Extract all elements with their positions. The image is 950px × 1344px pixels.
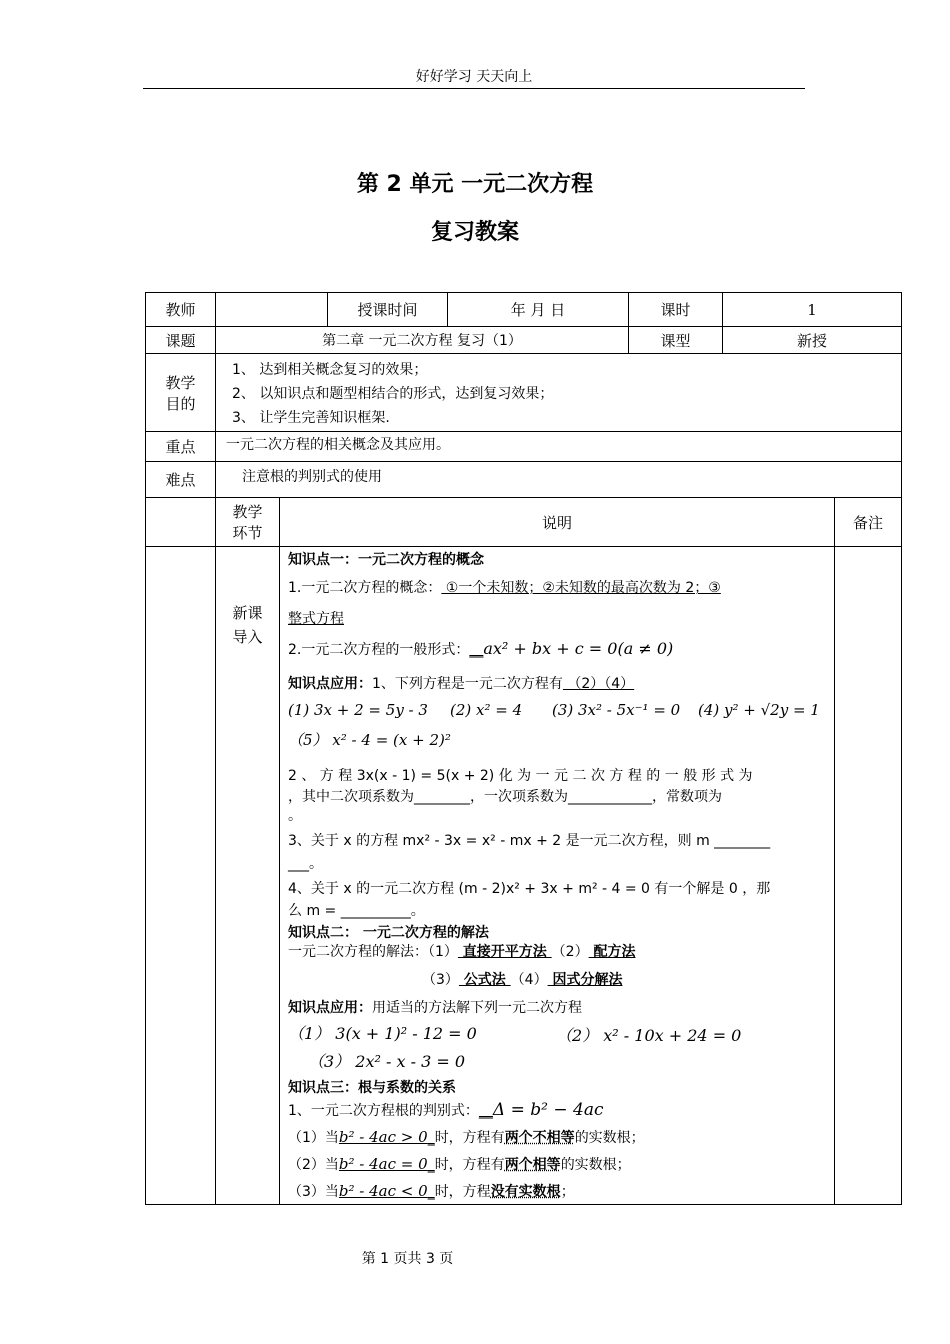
- document-subtitle: 复习教案: [430, 220, 519, 245]
- goal-item: 3、 让学生完善知识框架.: [232, 410, 390, 426]
- text: （4）: [510, 972, 548, 988]
- formula: （1） 3(x + 1)² - 12 = 0: [288, 1024, 477, 1043]
- text: 知识点应用：: [288, 1000, 372, 1016]
- text: 1、一元二次方程根的判别式：: [288, 1103, 479, 1119]
- answer: 配方法: [588, 944, 636, 960]
- blank-cell: [146, 498, 216, 547]
- page-footer: 第 1 页共 3 页: [361, 1251, 454, 1267]
- text: 知识点应用：: [288, 676, 372, 692]
- lesson-plan-table: [145, 292, 902, 1205]
- focus-value: 一元二次方程的相关概念及其应用。: [216, 432, 902, 462]
- text-line: [288, 1100, 603, 1120]
- goal-label: [146, 354, 216, 432]
- equation-row: [698, 701, 820, 719]
- answer: 整式方程: [288, 611, 344, 627]
- text: 的实数根；: [560, 1157, 631, 1173]
- hours-label: 课时: [629, 293, 723, 327]
- answer: 公式法: [458, 972, 511, 988]
- text: 1.一元二次方程的概念：: [288, 580, 442, 596]
- blank-cell: [146, 547, 216, 1205]
- equation-row: [556, 1023, 741, 1046]
- text: （3）: [422, 972, 459, 988]
- equation-row: [308, 1049, 465, 1072]
- question-line: 2 、 方 程 3x(x - 1) = 5(x + 2) 化 为 一 元 二 次 方 程 的 一 般 形 式 为: [288, 768, 753, 784]
- text: （2）当: [288, 1157, 339, 1173]
- teacher-value: [216, 293, 328, 327]
- answer: 直接开平方法: [457, 944, 552, 960]
- text: 时，方程有: [434, 1130, 505, 1146]
- step-line1: 新课: [232, 604, 263, 622]
- formula: (4) y² + √2y = 1: [698, 701, 820, 719]
- text-line: [288, 639, 673, 659]
- text: 2.一元二次方程的一般形式：: [288, 642, 470, 658]
- equation-row: [450, 701, 522, 719]
- question-line: 。: [288, 808, 302, 824]
- text: （2）: [551, 944, 589, 960]
- goal-item: 1、 达到相关概念复习的效果；: [232, 362, 428, 378]
- equation-row: [288, 701, 428, 719]
- goal-label-line1: 教学: [165, 373, 196, 392]
- text-line: （2）当b² - 4ac = 0_时，方程有两个相等的实数根；: [288, 1155, 631, 1173]
- topic-value: 第二章 一元二次方程 复习（1）: [216, 327, 629, 354]
- step-header-line1: 教学: [232, 503, 263, 521]
- type-value: 新授: [723, 327, 902, 354]
- answer: 没有实数根: [490, 1184, 561, 1200]
- text: 时，方程: [434, 1184, 491, 1200]
- answer: 两个相等: [504, 1157, 561, 1173]
- question-line: ，其中二次项系数为________，一次项系数为____________，常数项为: [288, 789, 722, 805]
- answer: 因式分解法: [547, 972, 623, 988]
- formula: (2) x² = 4: [450, 701, 523, 719]
- formula: b² - 4ac = 0: [338, 1155, 428, 1173]
- text: 用适当的方法解下列一元二次方程: [372, 1000, 582, 1016]
- text-line: [288, 673, 634, 693]
- formula: (1) 3x + 2 = 5y - 3: [288, 701, 428, 719]
- text-line: [422, 969, 622, 989]
- difficulty-value: 注意根的判别式的使用: [216, 462, 902, 498]
- difficulty-label: 难点: [146, 462, 216, 498]
- formula: （2） x² - 10x + 24 = 0: [556, 1026, 742, 1045]
- section-title: 知识点二： 一元二次方程的解法: [288, 925, 489, 941]
- text-line: [288, 577, 721, 597]
- text: 一元二次方程的解法：（1）: [288, 944, 458, 960]
- document-title: 第 2 单元 一元二次方程: [356, 172, 594, 197]
- text: （1）当: [288, 1130, 339, 1146]
- text-line: （1）当b² - 4ac > 0_时，方程有两个不相等的实数根；: [288, 1128, 645, 1146]
- step-line2: 导入: [232, 628, 263, 646]
- text: 的实数根；: [574, 1130, 645, 1146]
- text: 1、下列方程是一元二次方程有: [372, 676, 563, 692]
- note-header: 备注: [835, 498, 902, 547]
- question-line: 4、关于 x 的一元二次方程 (m - 2)x² + 3x + m² - 4 = 0 有一个解是 0 ，那: [288, 881, 771, 897]
- description-content: [280, 547, 835, 1205]
- topic-label: 课题: [146, 327, 216, 354]
- header-divider: [143, 88, 805, 89]
- text: （3）当: [288, 1184, 339, 1200]
- step-header: [216, 498, 280, 547]
- text-line: [288, 941, 635, 961]
- equation-row: [288, 729, 451, 750]
- hours-value: 1: [723, 293, 902, 327]
- answer: （2）（4）: [562, 676, 635, 692]
- formula: （5） x² - 4 = (x + 2)²: [288, 731, 451, 749]
- section-title: 知识点三：根与系数的关系: [288, 1080, 456, 1096]
- text-line: （3）当b² - 4ac < 0_时，方程没有实数根；: [288, 1182, 575, 1200]
- section-title: 知识点一：一元二次方程的概念: [288, 552, 484, 568]
- goals-list: [216, 354, 902, 432]
- equation-row: [288, 1021, 477, 1044]
- teacher-label: 教师: [146, 293, 216, 327]
- answer-blank: __: [478, 1103, 493, 1119]
- description-header: 说明: [280, 498, 835, 547]
- time-label: 授课时间: [328, 293, 448, 327]
- question-line: 3、关于 x 的方程 mx² - 3x = x² - mx + 2 是一元二次方程，则 m ________: [288, 833, 771, 849]
- answer: ①一个未知数；②未知数的最高次数为 2；③: [441, 580, 721, 596]
- formula: b² - 4ac < 0: [338, 1182, 428, 1200]
- formula: （3） 2x² - x - 3 = 0: [308, 1052, 466, 1071]
- focus-label: 重点: [146, 432, 216, 462]
- formula: Δ = b² − 4ac: [492, 1100, 604, 1120]
- step-header-line2: 环节: [232, 524, 263, 542]
- note-cell: [835, 547, 902, 1205]
- date-value: 年 月 日: [448, 293, 629, 327]
- formula: b² - 4ac > 0: [338, 1128, 428, 1146]
- question-line: ___。: [288, 856, 323, 872]
- text: ；: [560, 1184, 575, 1200]
- page-header: 好好学习 天天向上: [415, 69, 533, 85]
- equation-row: [552, 701, 680, 719]
- answer: 两个不相等: [504, 1130, 575, 1146]
- formula: ax² + bx + c = 0(a ≠ 0): [483, 639, 674, 658]
- goal-label-line2: 目的: [165, 394, 196, 413]
- type-label: 课型: [629, 327, 723, 354]
- question-line: 么 m = __________。: [288, 903, 425, 919]
- text: 时，方程有: [434, 1157, 505, 1173]
- goal-item: 2、 以知识点和题型相结合的形式，达到复习效果；: [232, 386, 554, 402]
- formula: (3) 3x² - 5x⁻¹ = 0: [552, 701, 681, 719]
- step-cell: [216, 547, 280, 1205]
- text-line: [288, 997, 582, 1017]
- answer-blank: __: [469, 642, 484, 658]
